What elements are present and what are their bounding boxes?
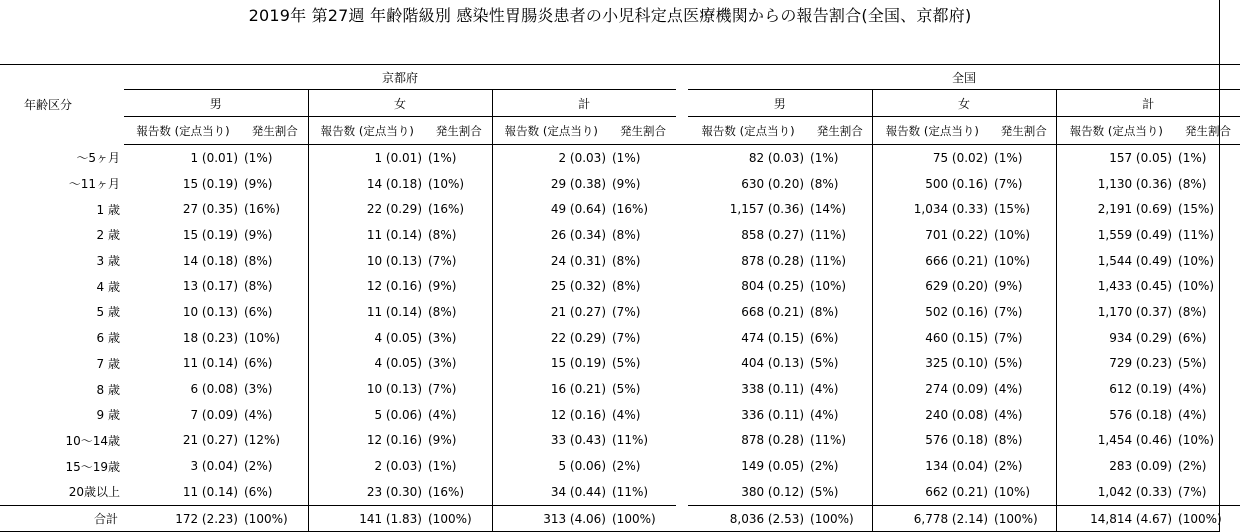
column-gap	[676, 171, 688, 197]
rate-cell: (1%)	[994, 150, 1023, 165]
count-cell: 240 (0.08)	[872, 402, 992, 428]
count-cell: 27 (0.35)	[182, 202, 238, 217]
count-column-header: 報告数 (定点当り)	[872, 117, 992, 145]
count-cell: 14,814 (4.67)	[1056, 505, 1176, 532]
rate-cell: (4%)	[994, 407, 1023, 422]
age-label: ～11ヶ月	[68, 177, 120, 192]
column-gap	[676, 479, 688, 505]
count-cell: 4 (0.05)	[308, 325, 426, 351]
rate-cell: (1%)	[244, 150, 273, 165]
sex-header-national-male: 男	[688, 90, 872, 117]
count-cell: 172 (2.23)	[124, 505, 242, 532]
table-body	[0, 145, 1240, 506]
subheader-row	[0, 117, 1240, 145]
rate-cell: (8%)	[612, 279, 641, 294]
rate-cell: (4%)	[994, 382, 1023, 397]
rate-cell: (11%)	[1178, 227, 1215, 242]
count-column-header: 報告数 (定点当り)	[688, 117, 808, 145]
rate-cell: (16%)	[428, 202, 465, 217]
count-cell: 13 (0.17)	[182, 279, 238, 294]
count-cell: 23 (0.30)	[308, 479, 426, 505]
age-label: 3 歳	[96, 254, 120, 269]
count-cell: 5 (0.06)	[308, 402, 426, 428]
column-gap	[676, 273, 688, 299]
rate-cell: (10%)	[1178, 433, 1215, 448]
column-gap	[676, 145, 688, 171]
rate-cell: (10%)	[994, 227, 1031, 242]
count-cell: 2 (0.03)	[492, 145, 610, 171]
count-cell: 22 (0.29)	[492, 325, 610, 351]
rate-cell: (1%)	[428, 150, 457, 165]
rate-cell: (1%)	[810, 150, 839, 165]
rate-cell: (9%)	[244, 227, 273, 242]
count-cell: 11 (0.14)	[182, 356, 238, 371]
count-cell: 2 (0.03)	[308, 453, 426, 479]
count-cell: 12 (0.16)	[308, 273, 426, 299]
rate-cell: (10%)	[244, 330, 281, 345]
rate-cell: (100%)	[426, 505, 492, 532]
rate-cell: (16%)	[612, 202, 649, 217]
count-cell: 5 (0.06)	[492, 453, 610, 479]
count-cell: 325 (0.10)	[872, 351, 992, 377]
column-gap	[676, 65, 688, 90]
count-cell: 15 (0.19)	[492, 351, 610, 377]
rate-cell: (10%)	[1178, 279, 1215, 294]
rate-cell: (7%)	[1178, 484, 1207, 499]
rate-cell: (1%)	[612, 150, 641, 165]
rate-cell: (8%)	[810, 304, 839, 319]
count-cell: 14 (0.18)	[182, 253, 238, 268]
rate-cell: (7%)	[612, 330, 641, 345]
rate-cell: (5%)	[994, 356, 1023, 371]
table-row	[0, 171, 1240, 197]
count-cell: 10 (0.13)	[182, 304, 238, 319]
age-label: 9 歳	[96, 408, 120, 423]
rate-cell: (9%)	[994, 279, 1023, 294]
rate-cell: (7%)	[612, 304, 641, 319]
count-cell: 149 (0.05)	[741, 459, 805, 474]
column-gap	[676, 90, 688, 117]
rate-cell: (7%)	[428, 253, 457, 268]
column-gap	[676, 117, 688, 145]
count-cell: 460 (0.15)	[872, 325, 992, 351]
sex-header-national-female: 女	[872, 90, 1056, 117]
table-row	[0, 428, 1240, 454]
rate-cell: (2%)	[244, 459, 273, 474]
rate-cell: (8%)	[428, 304, 457, 319]
count-cell: 336 (0.11)	[741, 407, 805, 422]
rate-cell: (8%)	[994, 433, 1023, 448]
count-cell: 157 (0.05)	[1056, 145, 1176, 171]
count-cell: 11 (0.14)	[308, 222, 426, 248]
count-cell: 75 (0.02)	[872, 145, 992, 171]
count-cell: 878 (0.28)	[741, 253, 805, 268]
count-cell: 21 (0.27)	[182, 433, 238, 448]
rate-cell: (10%)	[428, 176, 465, 191]
rate-cell: (4%)	[244, 407, 273, 422]
column-gap	[676, 351, 688, 377]
table-row	[0, 351, 1240, 377]
table-row	[0, 325, 1240, 351]
count-cell: 4 (0.05)	[308, 351, 426, 377]
rate-cell: (7%)	[994, 176, 1023, 191]
rate-cell: (8%)	[244, 253, 273, 268]
count-cell: 313 (4.06)	[492, 505, 610, 532]
count-cell: 1,454 (0.46)	[1056, 428, 1176, 454]
rate-cell: (14%)	[810, 202, 847, 217]
count-cell: 630 (0.20)	[741, 176, 805, 191]
rate-cell: (8%)	[810, 176, 839, 191]
rate-cell: (11%)	[810, 433, 847, 448]
rate-cell: (15%)	[994, 202, 1031, 217]
count-cell: 666 (0.21)	[872, 248, 992, 274]
count-cell: 502 (0.16)	[872, 299, 992, 325]
rate-cell: (5%)	[612, 356, 641, 371]
count-cell: 1,042 (0.33)	[1056, 479, 1176, 505]
count-cell: 500 (0.16)	[872, 171, 992, 197]
rate-cell: (8%)	[1178, 304, 1207, 319]
age-label: 6 歳	[96, 331, 120, 346]
rate-cell: (8%)	[428, 227, 457, 242]
rate-cell: (8%)	[612, 227, 641, 242]
count-cell: 804 (0.25)	[741, 279, 805, 294]
count-cell: 12 (0.16)	[492, 402, 610, 428]
rate-cell: (3%)	[428, 330, 457, 345]
count-cell: 15 (0.19)	[182, 227, 238, 242]
rate-cell: (100%)	[242, 505, 308, 532]
rate-cell: (7%)	[994, 304, 1023, 319]
table-row	[0, 273, 1240, 299]
count-cell: 701 (0.22)	[872, 222, 992, 248]
count-cell: 12 (0.16)	[308, 428, 426, 454]
rate-column-header: 発生割合	[610, 117, 676, 145]
sex-header-kyoto-male: 男	[124, 90, 308, 117]
count-cell: 668 (0.21)	[741, 304, 805, 319]
rate-cell: (1%)	[1178, 150, 1207, 165]
rate-cell: (2%)	[994, 459, 1023, 474]
count-cell: 29 (0.38)	[492, 171, 610, 197]
count-column-header: 報告数 (定点当り)	[1056, 117, 1176, 145]
table-row	[0, 222, 1240, 248]
rate-cell: (9%)	[244, 176, 273, 191]
age-label: 8 歳	[96, 382, 120, 397]
column-gap	[676, 222, 688, 248]
rate-cell: (5%)	[1178, 356, 1207, 371]
rate-cell: (8%)	[244, 279, 273, 294]
count-cell: 16 (0.21)	[492, 376, 610, 402]
count-cell: 729 (0.23)	[1056, 351, 1176, 377]
rate-column-header: 発生割合	[1176, 117, 1240, 145]
count-cell: 1,170 (0.37)	[1056, 299, 1176, 325]
rate-cell: (3%)	[244, 382, 273, 397]
count-cell: 576 (0.18)	[1056, 402, 1176, 428]
table-row	[0, 453, 1240, 479]
count-column-header: 報告数 (定点当り)	[308, 117, 426, 145]
rate-cell: (6%)	[1178, 330, 1207, 345]
page-title: 2019年 第27週 年齢階級別 感染性胃腸炎患者の小児科定点医療機関からの報告割合(全国、京都府)	[248, 6, 972, 25]
count-cell: 1 (0.01)	[190, 150, 238, 165]
count-column-header: 報告数 (定点当り)	[492, 117, 610, 145]
age-label: 4 歳	[96, 279, 120, 294]
count-cell: 274 (0.09)	[872, 376, 992, 402]
count-cell: 34 (0.44)	[492, 479, 610, 505]
rate-cell: (7%)	[994, 330, 1023, 345]
column-gap	[676, 402, 688, 428]
count-cell: 141 (1.83)	[308, 505, 426, 532]
count-cell: 338 (0.11)	[741, 382, 805, 397]
column-gap	[676, 453, 688, 479]
table-row	[0, 145, 1240, 171]
rate-cell: (10%)	[994, 253, 1031, 268]
column-gap	[676, 428, 688, 454]
column-gap	[676, 196, 688, 222]
count-cell: 24 (0.31)	[492, 248, 610, 274]
age-class-header: 年齢区分	[0, 65, 124, 145]
rate-cell: (100%)	[1176, 505, 1240, 532]
age-label: ～5ヶ月	[76, 151, 120, 166]
table-row	[0, 376, 1240, 402]
rate-cell: (100%)	[808, 505, 872, 532]
count-cell: 1,157 (0.36)	[729, 202, 805, 217]
count-cell: 82 (0.03)	[748, 150, 805, 165]
rate-cell: (8%)	[1178, 176, 1207, 191]
rate-cell: (2%)	[810, 459, 839, 474]
rate-cell: (12%)	[244, 433, 281, 448]
rate-cell: (2%)	[1178, 459, 1207, 474]
count-cell: 404 (0.13)	[741, 356, 805, 371]
count-cell: 10 (0.13)	[308, 376, 426, 402]
rate-cell: (3%)	[428, 356, 457, 371]
age-label: 15～19歳	[65, 459, 120, 474]
column-gap	[676, 248, 688, 274]
count-column-header: 報告数 (定点当り)	[124, 117, 242, 145]
rate-column-header: 発生割合	[426, 117, 492, 145]
rate-cell: (4%)	[1178, 407, 1207, 422]
count-cell: 934 (0.29)	[1056, 325, 1176, 351]
column-gap	[676, 376, 688, 402]
rate-column-header: 発生割合	[242, 117, 308, 145]
count-cell: 858 (0.27)	[741, 227, 805, 242]
total-label: 合計	[0, 505, 124, 532]
table-footer	[0, 505, 1240, 532]
count-cell: 10 (0.13)	[308, 248, 426, 274]
count-cell: 1,559 (0.49)	[1056, 222, 1176, 248]
rate-cell: (15%)	[1178, 202, 1215, 217]
count-cell: 1,130 (0.36)	[1056, 171, 1176, 197]
rate-cell: (16%)	[428, 484, 465, 499]
rate-cell: (5%)	[612, 382, 641, 397]
table-row	[0, 196, 1240, 222]
rate-cell: (100%)	[992, 505, 1056, 532]
count-cell: 878 (0.28)	[741, 433, 805, 448]
age-label: 1 歳	[96, 202, 120, 217]
count-cell: 21 (0.27)	[492, 299, 610, 325]
rate-cell: (11%)	[810, 227, 847, 242]
count-cell: 576 (0.18)	[872, 428, 992, 454]
sex-header-kyoto-female: 女	[308, 90, 492, 117]
rate-cell: (10%)	[1178, 253, 1215, 268]
count-cell: 22 (0.29)	[308, 196, 426, 222]
rate-column-header: 発生割合	[808, 117, 872, 145]
rate-cell: (11%)	[612, 433, 649, 448]
age-label: 10～14歳	[65, 433, 120, 448]
count-cell: 1,544 (0.49)	[1056, 248, 1176, 274]
total-row	[0, 505, 1240, 532]
rate-cell: (6%)	[244, 356, 273, 371]
count-cell: 11 (0.14)	[182, 484, 238, 499]
count-cell: 662 (0.21)	[872, 479, 992, 505]
rate-cell: (4%)	[428, 407, 457, 422]
rate-cell: (6%)	[244, 304, 273, 319]
rate-column-header: 発生割合	[992, 117, 1056, 145]
report-table	[0, 64, 1240, 532]
rate-cell: (4%)	[1178, 382, 1207, 397]
count-cell: 2,191 (0.69)	[1056, 196, 1176, 222]
table-row	[0, 479, 1240, 505]
rate-cell: (7%)	[428, 382, 457, 397]
column-gap	[676, 325, 688, 351]
count-cell: 629 (0.20)	[872, 273, 992, 299]
count-cell: 18 (0.23)	[182, 330, 238, 345]
region-header-kyoto: 京都府	[124, 65, 676, 90]
rate-cell: (10%)	[810, 279, 847, 294]
count-cell: 26 (0.34)	[492, 222, 610, 248]
rate-cell: (1%)	[428, 459, 457, 474]
column-gap	[676, 299, 688, 325]
rate-cell: (11%)	[612, 484, 649, 499]
count-cell: 33 (0.43)	[492, 428, 610, 454]
rate-cell: (11%)	[810, 253, 847, 268]
count-cell: 380 (0.12)	[741, 484, 805, 499]
count-cell: 474 (0.15)	[741, 330, 805, 345]
age-label: 2 歳	[96, 228, 120, 243]
count-cell: 1,034 (0.33)	[872, 196, 992, 222]
age-label: 5 歳	[96, 305, 120, 320]
count-cell: 11 (0.14)	[308, 299, 426, 325]
rate-cell: (5%)	[810, 484, 839, 499]
count-cell: 6 (0.08)	[190, 382, 238, 397]
table-row	[0, 402, 1240, 428]
rate-cell: (10%)	[994, 484, 1031, 499]
count-cell: 1 (0.01)	[308, 145, 426, 171]
rate-cell: (2%)	[612, 459, 641, 474]
sex-header-national-total: 計	[1056, 90, 1240, 117]
count-cell: 1,433 (0.45)	[1056, 273, 1176, 299]
rate-cell: (5%)	[810, 356, 839, 371]
table-row	[0, 299, 1240, 325]
rate-cell: (9%)	[428, 279, 457, 294]
count-cell: 8,036 (2.53)	[688, 505, 808, 532]
count-cell: 134 (0.04)	[872, 453, 992, 479]
count-cell: 15 (0.19)	[182, 176, 238, 191]
column-gap	[676, 505, 688, 532]
rate-cell: (4%)	[810, 407, 839, 422]
count-cell: 7 (0.09)	[190, 407, 238, 422]
age-label: 7 歳	[96, 356, 120, 371]
rate-cell: (6%)	[810, 330, 839, 345]
count-cell: 3 (0.04)	[190, 459, 238, 474]
region-header-national: 全国	[688, 65, 1240, 90]
count-cell: 612 (0.19)	[1056, 376, 1176, 402]
rate-cell: (8%)	[612, 253, 641, 268]
count-cell: 25 (0.32)	[492, 273, 610, 299]
age-label: 20歳以上	[68, 485, 120, 500]
count-cell: 283 (0.09)	[1056, 453, 1176, 479]
rate-cell: (4%)	[810, 382, 839, 397]
rate-cell: (9%)	[612, 176, 641, 191]
count-cell: 14 (0.18)	[308, 171, 426, 197]
rate-cell: (9%)	[428, 433, 457, 448]
rate-cell: (6%)	[244, 484, 273, 499]
count-cell: 6,778 (2.14)	[872, 505, 992, 532]
rate-cell: (100%)	[610, 505, 676, 532]
table-row	[0, 248, 1240, 274]
rate-cell: (16%)	[244, 202, 281, 217]
rate-cell: (4%)	[612, 407, 641, 422]
sex-header-kyoto-total: 計	[492, 90, 676, 117]
count-cell: 49 (0.64)	[492, 196, 610, 222]
